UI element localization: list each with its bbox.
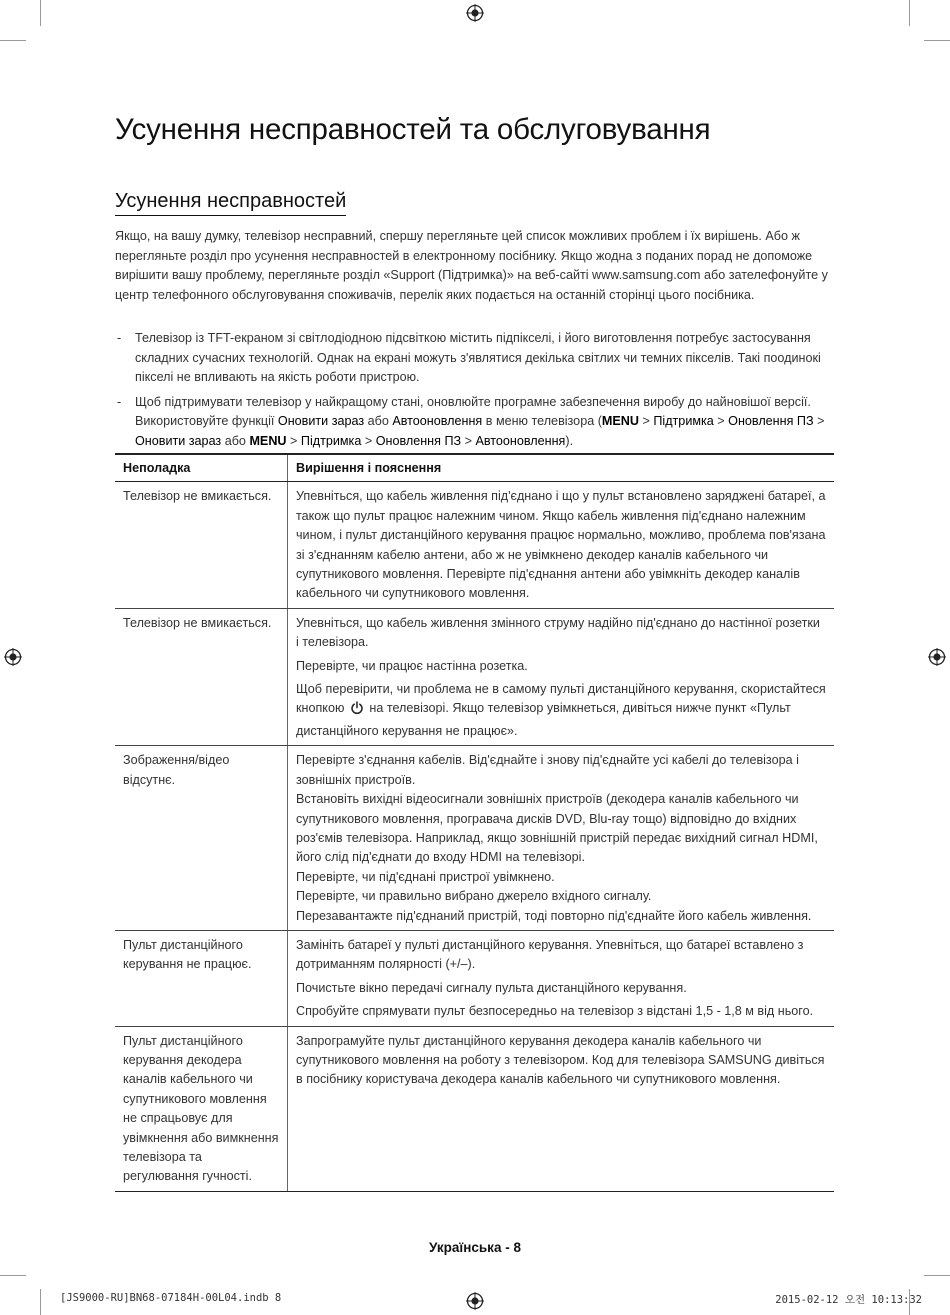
note-text: Телевізор із TFT-екраном зі світлодіодною підсвіткою містить підпікселі, і його виготовлення потребує застосування складних сучасних технологій. Однак на екрані можуть з'являтися декілька світлих чи темних пікселів. Такі поодинокі пікселі не впливають на якість роботи пристрою. — [135, 331, 821, 385]
crop-mark — [909, 0, 910, 26]
page-title: Усунення несправностей та обслуговування — [115, 113, 711, 146]
print-slug-date: 2015-02-12 오전 10:13:32 — [775, 1294, 922, 1306]
menu-term: Оновлення ПЗ — [375, 433, 462, 448]
registration-mark-icon — [4, 648, 22, 666]
bullet-marker: - — [117, 394, 122, 409]
menu-term: Автооновлення — [475, 433, 566, 448]
note-text: > — [461, 433, 476, 448]
intro-paragraph: Якщо, на вашу думку, телевізор несправний, спершу перегляньте цей список можливих проблем і їх вирішень. Або ж перегляньте розділ про усунення несправностей в електронному посібнику. Якщо жодна з поданих порад не допоможе вирішити вашу проблему, перегляньте розділ «Support (Підтримка)» на веб-сайті www.samsung.com або зателефонуйте у центр телефонного обслуговування споживачів, перелік яких подається на останній сторінці цього посібника. — [115, 229, 828, 302]
power-icon — [350, 701, 364, 721]
problem-cell: Пульт дистанційного керування не працює. — [115, 930, 288, 1026]
note-text: > — [713, 414, 729, 429]
menu-term: Оновлення ПЗ — [728, 414, 814, 429]
note-text: ). — [565, 433, 574, 448]
crop-mark — [924, 40, 950, 41]
crop-mark — [924, 1275, 950, 1276]
note-text: в меню телевізора ( — [482, 414, 602, 429]
registration-mark-icon — [928, 648, 946, 666]
table-row — [115, 930, 834, 1026]
table-row — [115, 482, 834, 608]
crop-mark — [40, 1289, 41, 1315]
solution-text: Упевніться, що кабель живлення під'єднано і що у пульт встановлено заряджені батареї, а також що пульт працює належним чином. Якщо кабель живлення під'єднано належним чином, і пульт дистанційного керування працює нормально, можливо, проблема пов'язана зі з'єднанням кабелю антени, або ж не увімкнено декодер каналів кабельного чи супутникового мовлення. Перевірте під'єднання антени або увімкніть декодер каналів кабельного чи супутникового мовлення. — [296, 489, 826, 601]
print-slug-file: [JS9000-RU]BN68-07184H-00L04.indb 8 — [60, 1292, 282, 1304]
solution-cell — [288, 746, 835, 931]
solution-cell — [288, 482, 835, 608]
menu-term: Підтримка — [300, 433, 362, 448]
solution-text: Перевірте, чи під'єднані пристрої увімкнено. — [296, 869, 555, 884]
solution-text: Встановіть вихідні відеосигнали зовнішніх пристроїв (декодера каналів кабельного чи супутникового мовлення, програвача дисків DVD, Blu-ray тощо) відповідно до вхідних роз'ємів телевізора. Наприклад, якщо зовнішній пристрій передає вихідний сигнал HDMI, його слід під'єднати до входу HDMI на телевізорі. — [296, 792, 818, 865]
table-row — [115, 746, 834, 931]
crop-mark — [0, 40, 26, 41]
note-text: > — [361, 433, 376, 448]
solution-text: Перевірте, чи правильно вибрано джерело вхідного сигналу. — [296, 889, 652, 904]
page-footer: Українська - 8 — [429, 1240, 521, 1255]
menu-term: Оновити зараз — [135, 433, 222, 448]
table-header-row — [115, 454, 834, 482]
menu-term: Автооновлення — [392, 414, 483, 429]
solution-cell — [288, 1026, 835, 1191]
menu-term: Оновити зараз — [277, 414, 365, 429]
problem-cell: Пульт дистанційного керування декодера каналів кабельного чи супутникового мовлення не спрацьовує для увімкнення або вимкнення телевізора та регулювання гучності. — [115, 1026, 288, 1191]
crop-mark — [0, 1275, 26, 1276]
solution-text-part: на телевізорі. Якщо телевізор увімкнеться, дивіться нижче пункт «Пульт дистанційного керування не працює». — [296, 701, 791, 738]
table-row — [115, 1026, 834, 1191]
problem-cell: Зображення/відео відсутнє. — [115, 746, 288, 931]
solution-text-part: Щоб перевірити, чи проблема не в самому пульті дистанційного керування, скористайтеся кнопкою — [296, 682, 826, 716]
registration-mark-icon — [466, 1292, 484, 1310]
solution-cell — [288, 608, 835, 745]
crop-mark — [40, 0, 41, 26]
problem-cell: Телевізор не вмикається. — [115, 608, 288, 745]
notes-list — [115, 329, 835, 457]
note-text: > — [286, 433, 301, 448]
list-item — [115, 329, 835, 388]
note-text: Щоб підтримувати телевізор у найкращому стані, оновлюйте програмне забезпечення виробу до найновішої версії. Використовуйте функції — [135, 394, 811, 429]
solution-text: Перевірте, чи працює настінна розетка. — [296, 658, 528, 673]
solution-text: Упевніться, що кабель живлення змінного струму надійно під'єднано до настінної розетки і телевізора. — [296, 615, 820, 650]
troubleshooting-table — [115, 453, 834, 1192]
column-header-problem: Неполадка — [115, 454, 288, 482]
menu-term: MENU — [249, 433, 287, 448]
solution-text: Перезавантажте під'єднаний пристрій, тоді повторно під'єднайте його кабель живлення. — [296, 908, 812, 923]
solution-text: Перевірте з'єднання кабелів. Від'єднайте і знову під'єднайте усі кабелі до телевізора і зовнішніх пристроїв. — [296, 753, 799, 787]
table-row — [115, 608, 834, 745]
note-text: > — [813, 414, 825, 429]
note-text: або — [221, 433, 250, 448]
menu-term: MENU — [601, 414, 639, 429]
bullet-marker: - — [117, 331, 122, 345]
note-text: або — [364, 414, 393, 429]
solution-text: Почистьте вікно передачі сигналу пульта дистанційного керування. — [296, 980, 687, 995]
solution-cell — [288, 930, 835, 1026]
note-text: > — [638, 414, 654, 429]
problem-cell: Телевізор не вмикається. — [115, 482, 288, 608]
list-item — [115, 393, 835, 452]
solution-text: Замініть батареї у пульті дистанційного керування. Упевніться, що батареї вставлено з дотриманням полярності (+/–). — [296, 937, 804, 972]
solution-text: Спробуйте спрямувати пульт безпосередньо на телевізор з відстані 1,5 - 1,8 м від нього. — [296, 1004, 814, 1019]
registration-mark-icon — [466, 4, 484, 22]
menu-term: Підтримка — [653, 414, 714, 429]
column-header-solution: Вирішення і пояснення — [288, 454, 835, 482]
section-title: Усунення несправностей — [115, 190, 346, 216]
solution-text — [296, 680, 826, 741]
solution-text: Запрограмуйте пульт дистанційного керування декодера каналів кабельного чи супутникового мовлення на роботу з телевізором. Код для телевізора SAMSUNG дивіться в посібнику користувача декодера каналів кабельного чи супутникового мовлення. — [296, 1033, 825, 1087]
